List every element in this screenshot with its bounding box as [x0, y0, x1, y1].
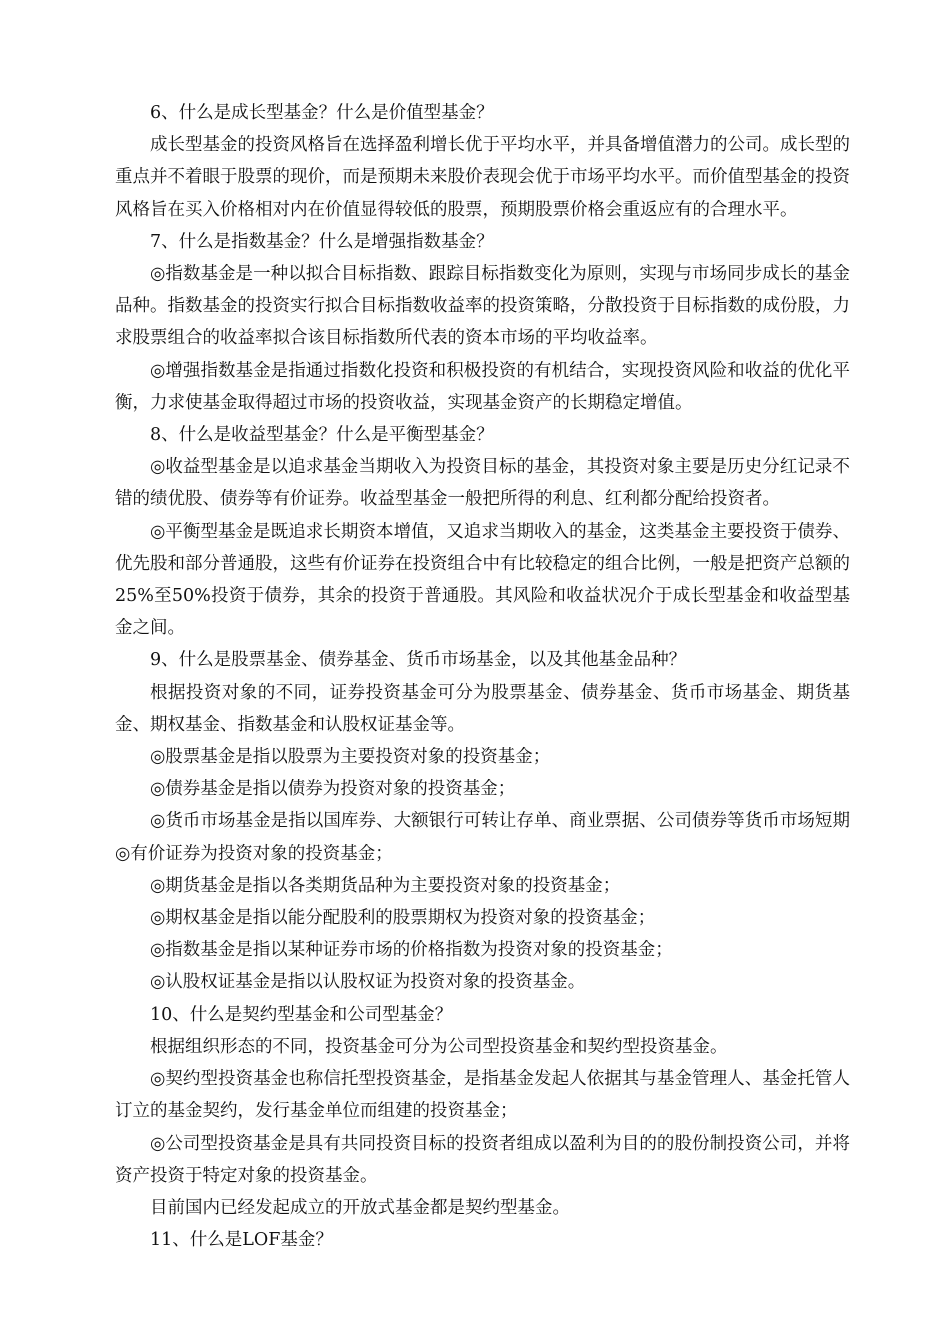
list-item: ◎期权基金是指以能分配股利的股票期权为投资对象的投资基金；: [150, 908, 656, 929]
list-item: ◎期货基金是指以各类期货品种为主要投资对象的投资基金；: [150, 875, 621, 896]
question-heading-6: 6、什么是成长型基金？什么是价值型基金？: [150, 103, 494, 123]
question-heading-11: 11、什么是LOF基金？: [150, 1230, 333, 1251]
paragraph: 根据投资对象的不同，证券投资基金可分为股票基金、债券基金、货币市场基金、期货基金、期权基金、指数基金和认股权证基金等。: [115, 682, 850, 735]
list-item: ◎指数基金是指以某种证券市场的价格指数为投资对象的投资基金；: [150, 940, 673, 961]
list-item: ◎货币市场基金是指以国库券、大额银行可转让存单、商业票据、公司债券等货币市场短期◎有价证券为投资对象的投资基金；: [115, 811, 850, 864]
paragraph: ◎收益型基金是以追求基金当期收入为投资目标的基金，其投资对象主要是历史分红记录不错的绩优股、债券等有价证券。收益型基金一般把所得的利息、红利都分配给投资者。: [115, 457, 850, 510]
paragraph: 成长型基金的投资风格旨在选择盈利增长优于平均水平，并具备增值潜力的公司。成长型的重点并不着眼于股票的现价，而是预期未来股价表现会优于市场平均水平。而价值型基金的投资风格旨在买入价格相对内在价值显得较低的股票，预期股票价格会重返应有的合理水平。: [115, 135, 850, 220]
paragraph: ◎公司型投资基金是具有共同投资目标的投资者组成以盈利为目的的股份制投资公司，并将资产投资于特定对象的投资基金。: [115, 1133, 850, 1186]
document-body: [115, 97, 850, 1256]
question-heading-7: 7、什么是指数基金？什么是增强指数基金？: [150, 231, 494, 252]
question-heading-9: 9、什么是股票基金、债券基金、货币市场基金，以及其他基金品种？: [150, 650, 687, 671]
question-heading-10: 10、什么是契约型基金和公司型基金？: [150, 1004, 453, 1025]
paragraph: ◎增强指数基金是指通过指数化投资和积极投资的有机结合，实现投资风险和收益的优化平衡，力求使基金取得超过市场的投资收益，实现基金资产的长期稳定增值。: [115, 360, 850, 413]
list-item: ◎认股权证基金是指以认股权证为投资对象的投资基金。: [150, 972, 586, 993]
paragraph: ◎平衡型基金是既追求长期资本增值，又追求当期收入的基金，这类基金主要投资于债券、优先股和部分普通股，这些有价证券在投资组合中有比较稳定的组合比例，一般是把资产总额的25%至50%投资于债券，其余的投资于普通股。其风险和收益状况介于成长型基金和收益型基金之间。: [115, 521, 850, 639]
list-item: ◎债券基金是指以债券为投资对象的投资基金；: [150, 779, 516, 800]
paragraph: ◎指数基金是一种以拟合目标指数、跟踪目标指数变化为原则，实现与市场同步成长的基金品种。指数基金的投资实行拟合目标指数收益率的投资策略，分散投资于目标指数的成份股，力求股票组合的收益率拟合该目标指数所代表的资本市场的平均收益率。: [115, 264, 850, 349]
list-item: ◎股票基金是指以股票为主要投资对象的投资基金；: [150, 747, 551, 768]
paragraph: ◎契约型投资基金也称信托型投资基金，是指基金发起人依据其与基金管理人、基金托管人订立的基金契约，发行基金单位而组建的投资基金；: [115, 1069, 850, 1122]
question-heading-8: 8、什么是收益型基金？什么是平衡型基金？: [150, 425, 494, 446]
paragraph: 根据组织形态的不同，投资基金可分为公司型投资基金和契约型投资基金。: [150, 1036, 728, 1057]
paragraph: 目前国内已经发起成立的开放式基金都是契约型基金。: [150, 1197, 570, 1218]
